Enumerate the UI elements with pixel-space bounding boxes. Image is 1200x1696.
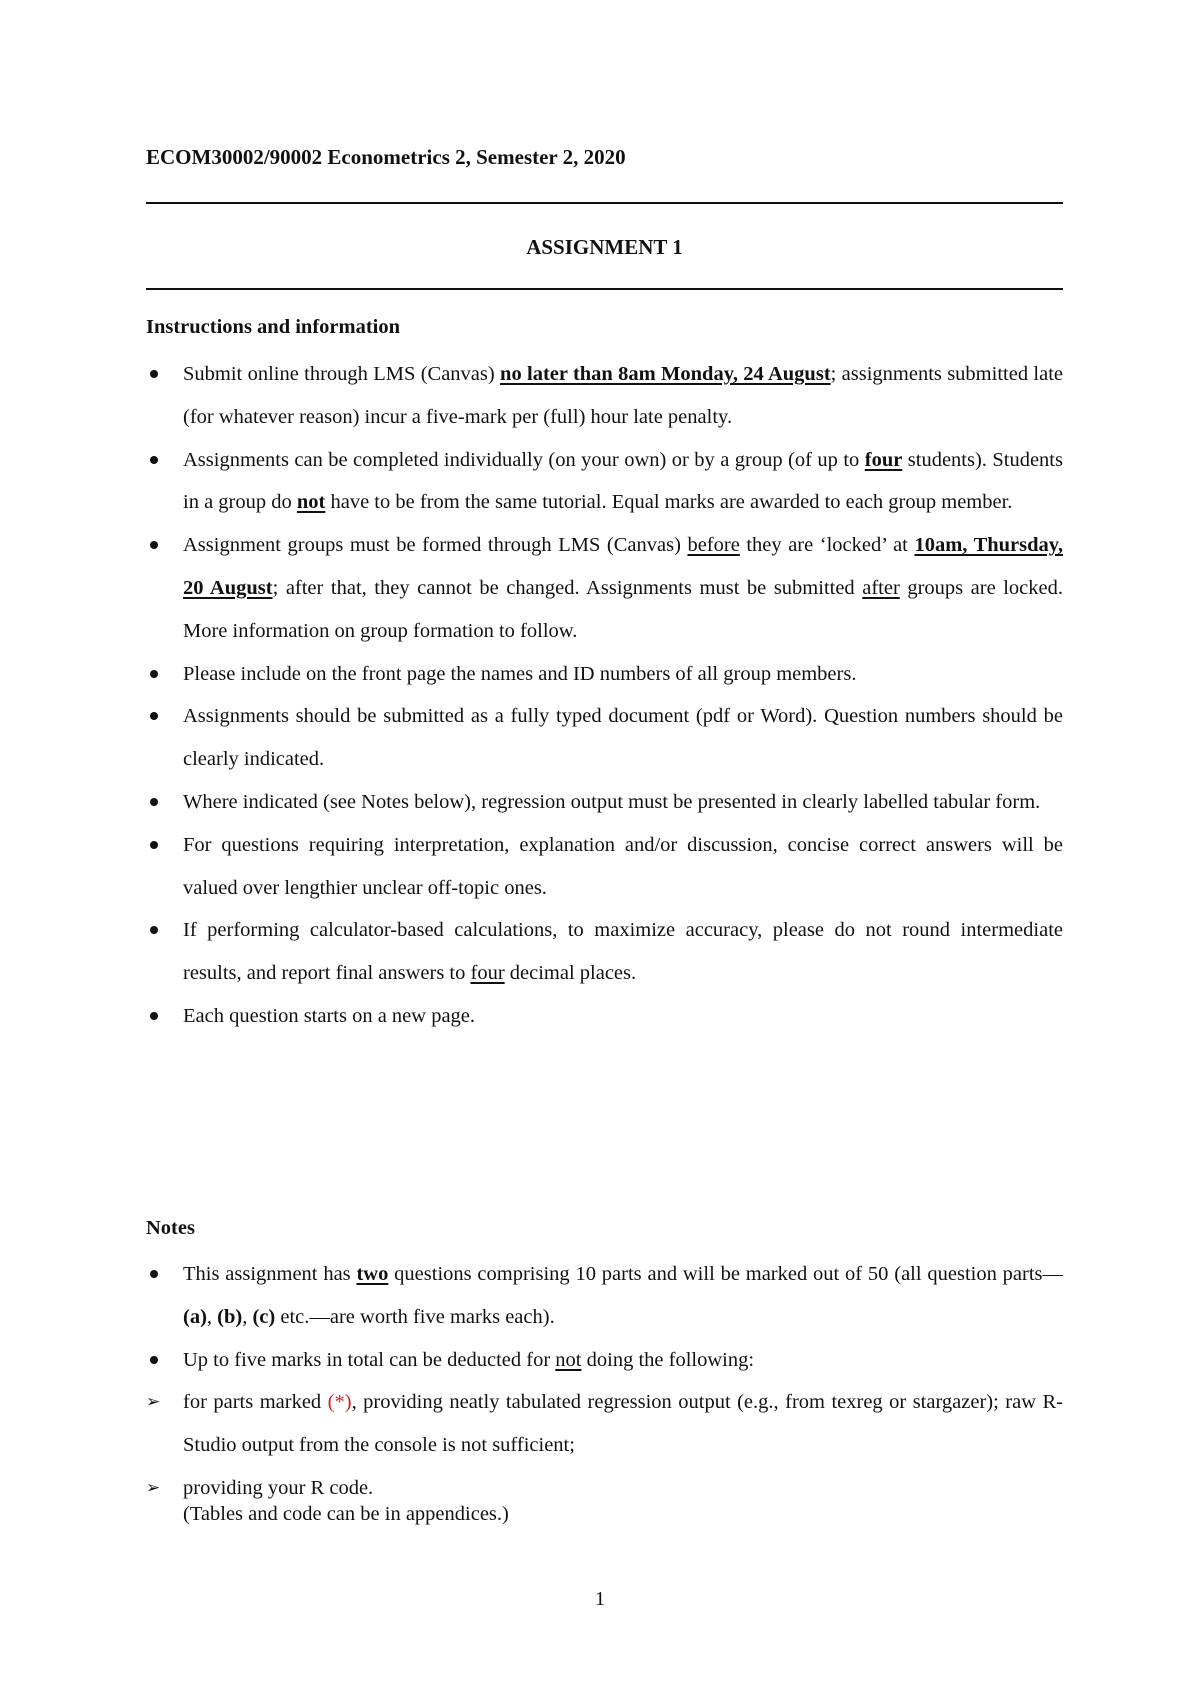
arrow-bullet-icon: ➢ bbox=[146, 1477, 161, 1498]
asterisk-marker: (*) bbox=[327, 1391, 352, 1414]
bullet-icon bbox=[150, 841, 158, 849]
bullet-icon bbox=[150, 926, 158, 934]
instruction-item: Where indicated (see Notes below), regression output must be presented in clearly labelled tabular form. bbox=[146, 781, 1063, 824]
instruction-item: Assignments can be completed individually (on your own) or by a group (of up to four students). Students in a group do not have to be from the same tutorial. Equal marks are awarded to each group member. bbox=[146, 439, 1063, 525]
note-sub-item: ➢ for parts marked (*), providing neatly tabulated regression output (e.g., from texreg or stargazer); raw R-Studio output from the console is not sufficient; bbox=[146, 1381, 1063, 1467]
instruction-item: Please include on the front page the names and ID numbers of all group members. bbox=[146, 653, 1063, 696]
bullet-icon bbox=[150, 456, 158, 464]
deadline: no later than 8am Monday, 24 August bbox=[500, 363, 831, 385]
bottom-rule bbox=[146, 288, 1063, 290]
instructions-list bbox=[146, 353, 1063, 1038]
bullet-icon bbox=[150, 370, 158, 378]
assignment-title: ASSIGNMENT 1 bbox=[526, 235, 683, 259]
group-lock-date: 10am, Thursday, 20 August bbox=[183, 534, 1064, 599]
bullet-icon bbox=[150, 1012, 158, 1020]
instructions-heading: Instructions and information bbox=[146, 316, 401, 338]
note-item: Up to five marks in total can be deducted for not doing the following: bbox=[146, 1339, 1063, 1382]
bullet-icon bbox=[150, 670, 158, 678]
bullet-icon bbox=[150, 541, 158, 549]
notes-list bbox=[146, 1253, 1063, 1510]
instruction-item: Submit online through LMS (Canvas) no later than 8am Monday, 24 August; assignments submitted late (for whatever reason) incur a five-mark per (full) hour late penalty. bbox=[146, 353, 1063, 439]
bullet-icon bbox=[150, 1356, 158, 1364]
page-number: 1 bbox=[594, 1588, 606, 1610]
bullet-icon bbox=[150, 712, 158, 720]
instruction-item: Assignment groups must be formed through LMS (Canvas) before they are ‘locked’ at 10am, Thursday, 20 August; after that, they cannot be changed. Assignments must be submitted after groups are locked. More information on group formation to follow. bbox=[146, 524, 1063, 652]
bullet-icon bbox=[150, 798, 158, 806]
bullet-icon bbox=[150, 1270, 158, 1278]
instruction-item: If performing calculator-based calculations, to maximize accuracy, please do not round intermediate results, and report final answers to four decimal places. bbox=[146, 909, 1063, 995]
top-rule bbox=[146, 202, 1063, 204]
notes-footnote: (Tables and code can be in appendices.) bbox=[183, 1503, 509, 1525]
note-sub-item: ➢ providing your R code. bbox=[146, 1467, 1063, 1510]
note-item: This assignment has two questions comprising 10 parts and will be marked out of 50 (all question parts—(a), (b), (c) etc.—are worth five marks each). bbox=[146, 1253, 1063, 1339]
instruction-item: For questions requiring interpretation, explanation and/or discussion, concise correct answers will be valued over lengthier unclear off-topic ones. bbox=[146, 824, 1063, 910]
arrow-bullet-icon: ➢ bbox=[146, 1392, 161, 1413]
instruction-item: Assignments should be submitted as a fully typed document (pdf or Word). Question numbers should be clearly indicated. bbox=[146, 695, 1063, 781]
notes-heading: Notes bbox=[146, 1217, 195, 1239]
course-title: ECOM30002/90002 Econometrics 2, Semester 2, 2020 bbox=[146, 145, 626, 169]
instruction-item: Each question starts on a new page. bbox=[146, 995, 1063, 1038]
